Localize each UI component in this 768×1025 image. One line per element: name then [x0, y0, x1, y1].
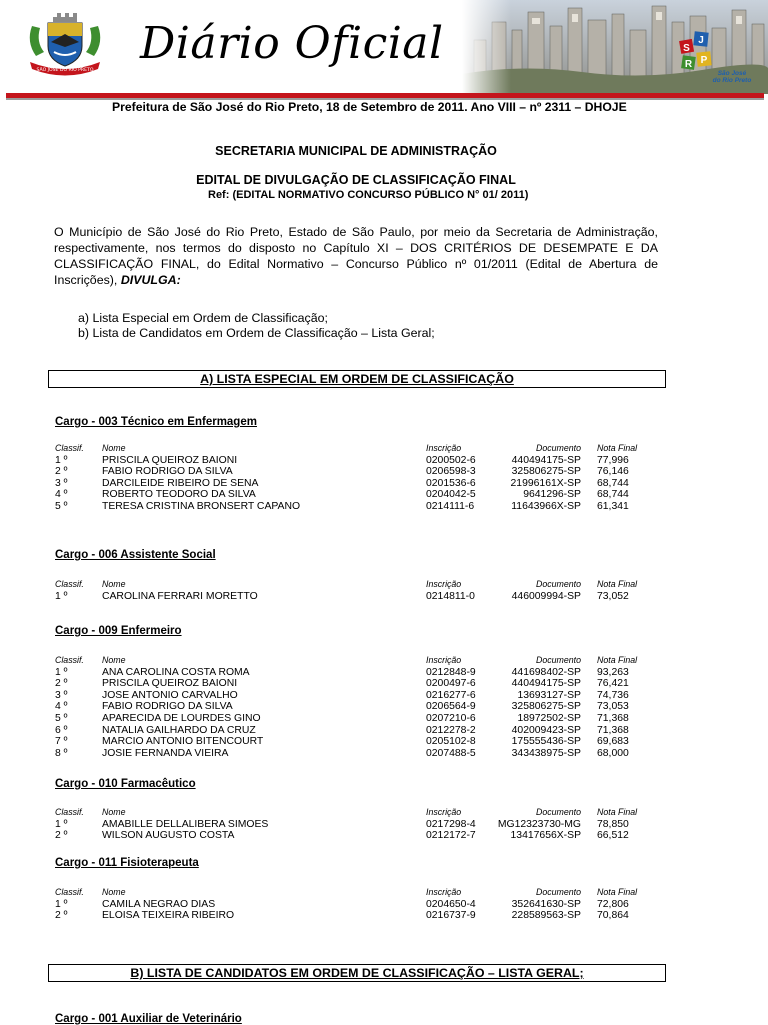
table-row	[55, 690, 667, 702]
inscricao-cell: 0214811-0	[426, 590, 475, 602]
cargo-title: Cargo - 009 Enfermeiro	[55, 625, 182, 637]
logo-letter-r: R	[684, 59, 693, 70]
header-documento: Documento	[536, 807, 581, 817]
documento-cell: 325806275-SP	[511, 701, 581, 713]
table-row	[55, 667, 667, 679]
rank-cell: 7 º	[55, 736, 68, 748]
newspaper-title: Diário Oficial	[140, 18, 444, 69]
rank-cell: 4 º	[55, 489, 68, 501]
rank-cell: 1 º	[55, 898, 68, 910]
header-nome: Nome	[102, 807, 126, 817]
header-classif: Classif.	[55, 579, 84, 589]
inscricao-cell: 0200497-6	[426, 678, 476, 690]
nota-cell: 61,341	[597, 500, 629, 512]
nota-cell: 71,368	[597, 724, 629, 736]
rank-cell: 5 º	[55, 712, 68, 724]
name-cell: AMABILLE DELLALIBERA SIMOES	[102, 818, 269, 830]
header-classif: Classif.	[55, 807, 84, 817]
cargo-title: Cargo - 003 Técnico em Enfermagem	[55, 416, 257, 428]
name-cell: FABIO RODRIGO DA SILVA	[102, 701, 233, 713]
cargo-table	[55, 579, 667, 602]
rank-cell: 1 º	[55, 818, 68, 830]
inscricao-cell: 0207210-6	[426, 712, 476, 724]
table-row	[55, 466, 667, 478]
name-cell: PRISCILA QUEIROZ BAIONI	[102, 678, 238, 690]
table-row	[55, 489, 667, 501]
table-row	[55, 501, 667, 513]
header-documento: Documento	[536, 579, 581, 589]
list-item-b: b) Lista de Candidatos em Ordem de Classificação – Lista Geral;	[78, 326, 435, 340]
city-coat-of-arms	[24, 12, 106, 78]
list-item-a: a) Lista Especial em Ordem de Classificação;	[78, 311, 328, 325]
header-documento: Documento	[536, 655, 581, 665]
name-cell: ANA CAROLINA COSTA ROMA	[102, 666, 250, 678]
logo-letter-p: P	[700, 55, 708, 66]
next-cargo-title: Cargo - 001 Auxiliar de Veterinário	[55, 1013, 242, 1025]
rank-cell: 8 º	[55, 747, 68, 759]
header-classif: Classif.	[55, 443, 84, 453]
name-cell: FABIO RODRIGO DA SILVA	[102, 466, 233, 478]
table-header	[55, 807, 667, 819]
inscricao-cell: 0207488-5	[426, 747, 476, 759]
section-b-heading: B) LISTA DE CANDIDATOS EM ORDEM DE CLASSIFICAÇÃO – LISTA GERAL;	[48, 964, 666, 982]
cargo-table	[55, 443, 667, 513]
nota-cell: 77,996	[597, 454, 629, 466]
inscricao-cell: 0201536-6	[426, 477, 476, 489]
rank-cell: 1 º	[55, 590, 68, 602]
inscricao-cell: 0206564-9	[426, 701, 476, 713]
inscricao-cell: 0212278-2	[426, 724, 476, 736]
documento-cell: 11643966X-SP	[511, 500, 581, 512]
documento-cell: 440494175-SP	[511, 678, 581, 690]
inscricao-cell: 0204650-4	[426, 898, 476, 910]
table-header	[55, 443, 667, 455]
name-cell: CAROLINA FERRARI MORETTO	[102, 590, 258, 602]
inscricao-cell: 0217298-4	[426, 818, 476, 830]
table-row	[55, 725, 667, 737]
rank-cell: 6 º	[55, 724, 68, 736]
rank-cell: 3 º	[55, 477, 68, 489]
header-inscricao: Inscrição	[426, 887, 462, 897]
name-cell: ROBERTO TEODORO DA SILVA	[102, 489, 256, 501]
name-cell: JOSE ANTONIO CARVALHO	[102, 689, 238, 701]
rank-cell: 2 º	[55, 830, 68, 842]
name-cell: PRISCILA QUEIROZ BAIONI	[102, 454, 238, 466]
table-row	[55, 478, 667, 490]
inscricao-cell: 0200502-6	[426, 454, 476, 466]
header-inscricao: Inscrição	[426, 807, 462, 817]
documento-cell: 325806275-SP	[511, 466, 581, 478]
nota-cell: 73,053	[597, 701, 629, 713]
inscricao-cell: 0206598-3	[426, 466, 476, 478]
table-row	[55, 748, 667, 760]
documento-cell: 13417656X-SP	[510, 830, 581, 842]
documento-cell: 441698402-SP	[511, 666, 581, 678]
nota-cell: 68,744	[597, 477, 629, 489]
documento-cell: 343438975-SP	[511, 747, 581, 759]
header-documento: Documento	[536, 887, 581, 897]
logo-text-line2: do Rio Preto	[712, 77, 752, 84]
logo-text-line1: São José	[717, 70, 747, 77]
intro-paragraph	[54, 224, 658, 288]
table-row	[55, 910, 667, 922]
documento-cell: MG12323730-MG	[497, 818, 581, 830]
nota-cell: 68,744	[597, 489, 629, 501]
header-nome: Nome	[102, 887, 126, 897]
table-row	[55, 455, 667, 467]
logo-letter-j: J	[698, 35, 704, 46]
name-cell: TERESA CRISTINA BRONSERT CAPANO	[102, 500, 301, 512]
nota-cell: 69,683	[597, 736, 629, 748]
table-header	[55, 655, 667, 667]
header-documento: Documento	[536, 443, 581, 453]
rank-cell: 2 º	[55, 466, 68, 478]
header-inscricao: Inscrição	[426, 443, 462, 453]
documento-cell: 402009423-SP	[511, 724, 581, 736]
rank-cell: 2 º	[55, 910, 68, 922]
name-cell: CAMILA NEGRAO DIAS	[102, 898, 216, 910]
table-row	[55, 830, 667, 842]
table-header	[55, 887, 667, 899]
name-cell: MARCIO ANTONIO BITENCOURT	[102, 736, 264, 748]
rank-cell: 5 º	[55, 500, 68, 512]
masthead	[0, 0, 768, 100]
name-cell: JOSIE FERNANDA VIEIRA	[102, 747, 229, 759]
name-cell: WILSON AUGUSTO COSTA	[102, 830, 235, 842]
nota-cell: 76,421	[597, 678, 629, 690]
table-row	[55, 899, 667, 911]
inscricao-cell: 0216737-9	[426, 910, 476, 922]
header-classif: Classif.	[55, 655, 84, 665]
name-cell: ELOISA TEIXEIRA RIBEIRO	[102, 910, 235, 922]
nota-cell: 71,368	[597, 712, 629, 724]
table-row	[55, 678, 667, 690]
header-inscricao: Inscrição	[426, 579, 462, 589]
nota-cell: 78,850	[597, 818, 629, 830]
table-row	[55, 713, 667, 725]
header-nome: Nome	[102, 655, 126, 665]
rank-cell: 1 º	[55, 666, 68, 678]
name-cell: APARECIDA DE LOURDES GINO	[102, 712, 261, 724]
documento-cell: 440494175-SP	[511, 454, 581, 466]
cargo-table	[55, 887, 667, 922]
name-cell: NATALIA GAILHARDO DA CRUZ	[102, 724, 256, 736]
documento-cell: 9641296-SP	[523, 489, 581, 501]
edital-title: EDITAL DE DIVULGAÇÃO DE CLASSIFICAÇÃO FINAL	[196, 173, 516, 187]
cargo-title: Cargo - 006 Assistente Social	[55, 549, 216, 561]
documento-cell: 18972502-SP	[517, 712, 581, 724]
table-header	[55, 579, 667, 591]
nota-cell: 73,052	[597, 590, 629, 602]
section-a-heading: A) LISTA ESPECIAL EM ORDEM DE CLASSIFICAÇÃO	[48, 370, 666, 388]
header-inscricao: Inscrição	[426, 655, 462, 665]
documento-cell: 21996161X-SP	[510, 477, 581, 489]
nota-cell: 72,806	[597, 898, 629, 910]
nota-cell: 93,263	[597, 666, 629, 678]
cargo-table	[55, 807, 667, 842]
sjrp-logo	[678, 30, 756, 92]
header-nota: Nota Final	[597, 807, 638, 817]
header-classif: Classif.	[55, 887, 84, 897]
inscricao-cell: 0204042-5	[426, 489, 476, 501]
nota-cell: 70,864	[597, 910, 629, 922]
nota-cell: 68,000	[597, 747, 629, 759]
nota-cell: 66,512	[597, 830, 629, 842]
header-nome: Nome	[102, 443, 126, 453]
inscricao-cell: 0216277-6	[426, 689, 476, 701]
rank-cell: 4 º	[55, 701, 68, 713]
edital-reference: Ref: (EDITAL NORMATIVO CONCURSO PÚBLICO N° 01/ 2011)	[208, 189, 529, 201]
nota-cell: 74,736	[597, 689, 629, 701]
table-row	[55, 591, 667, 603]
intro-text: O Município de São José do Rio Preto, Estado de São Paulo, por meio da Secretaria de Administração, respectivamente, nos termos do disposto no Capítulo XI – DOS CRITÉRIOS DE DESEMPATE E DA CLASSIFICAÇÃO FINAL, do Edital Normativo – Concurso Público nº 01/2011 (Edital de Abertura de Inscrições),	[54, 225, 658, 287]
inscricao-cell: 0212172-7	[426, 830, 476, 842]
header-nome: Nome	[102, 579, 126, 589]
cargo-title: Cargo - 010 Farmacêutico	[55, 778, 196, 790]
intro-emphasis: DIVULGA:	[120, 273, 181, 287]
header-nota: Nota Final	[597, 887, 638, 897]
rank-cell: 1 º	[55, 454, 68, 466]
table-row	[55, 819, 667, 831]
table-row	[55, 736, 667, 748]
header-nota: Nota Final	[597, 443, 638, 453]
nota-cell: 76,146	[597, 466, 629, 478]
table-row	[55, 701, 667, 713]
cargo-table	[55, 655, 667, 759]
inscricao-cell: 0214111-6	[426, 500, 475, 512]
inscricao-cell: 0212848-9	[426, 666, 476, 678]
rank-cell: 2 º	[55, 678, 68, 690]
department-heading: SECRETARIA MUNICIPAL DE ADMINISTRAÇÃO	[215, 144, 497, 158]
cargo-title: Cargo - 011 Fisioterapeuta	[55, 857, 199, 869]
documento-cell: 175555436-SP	[511, 736, 581, 748]
issue-line: Prefeitura de São José do Rio Preto, 18 de Setembro de 2011. Ano VIII – nº 2311 – DHOJE	[112, 100, 627, 114]
logo-letter-s: S	[683, 43, 690, 54]
crest-motto: SÃO JOSÉ DO RIO PRETO	[36, 68, 94, 73]
documento-cell: 446009994-SP	[511, 590, 581, 602]
rank-cell: 3 º	[55, 689, 68, 701]
header-nota: Nota Final	[597, 655, 638, 665]
inscricao-cell: 0205102-8	[426, 736, 476, 748]
documento-cell: 228589563-SP	[511, 910, 581, 922]
name-cell: DARCILEIDE RIBEIRO DE SENA	[102, 477, 259, 489]
documento-cell: 352641630-SP	[511, 898, 581, 910]
header-nota: Nota Final	[597, 579, 638, 589]
documento-cell: 13693127-SP	[517, 689, 581, 701]
